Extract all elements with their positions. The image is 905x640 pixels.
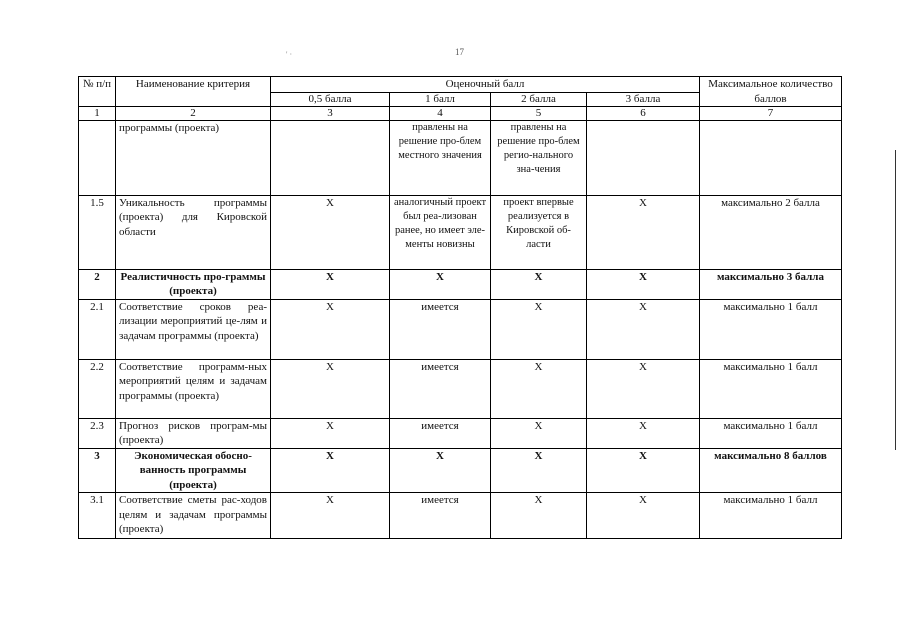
row-score-05: X xyxy=(271,418,390,448)
row-score-3: X xyxy=(587,359,700,418)
row-score-1: X xyxy=(390,448,491,493)
row-score-1: имеется xyxy=(390,493,491,539)
row-max: максимально 1 балл xyxy=(700,359,842,418)
page-number: 17 xyxy=(455,47,464,57)
col-number: 3 xyxy=(271,107,390,121)
row-score-05 xyxy=(271,120,390,195)
row-num: 1.5 xyxy=(79,195,116,269)
table-row xyxy=(79,120,842,195)
table-row xyxy=(79,269,842,299)
row-score-1: имеется xyxy=(390,359,491,418)
scan-speck: ' · xyxy=(286,50,293,59)
row-num: 2.3 xyxy=(79,418,116,448)
row-score-3: X xyxy=(587,269,700,299)
row-max: максимально 1 балл xyxy=(700,299,842,359)
row-name: Соответствие сметы рас-ходов целям и задачам программы (проекта) xyxy=(116,493,271,539)
col-number: 2 xyxy=(116,107,271,121)
header-score-group: Оценочный балл xyxy=(271,77,700,93)
row-name: Экономическая обосно-ванность программы (проекта) xyxy=(116,448,271,493)
header-name: Наименование критерия xyxy=(116,77,271,107)
criteria-table xyxy=(78,76,842,539)
row-num: 3 xyxy=(79,448,116,493)
row-max: максимально 3 балла xyxy=(700,269,842,299)
row-score-2: X xyxy=(491,493,587,539)
table-row xyxy=(79,493,842,539)
row-score-05: X xyxy=(271,493,390,539)
col-number: 1 xyxy=(79,107,116,121)
row-score-05: X xyxy=(271,195,390,269)
row-score-3: X xyxy=(587,195,700,269)
table-row xyxy=(79,448,842,493)
row-score-2: X xyxy=(491,299,587,359)
row-score-2: X xyxy=(491,418,587,448)
row-num: 3.1 xyxy=(79,493,116,539)
col-number: 4 xyxy=(390,107,491,121)
row-max: максимально 8 баллов xyxy=(700,448,842,493)
header-max: Максимальное количество баллов xyxy=(700,77,842,107)
row-score-1: правлены на решение про-блем местного значения xyxy=(390,120,491,195)
row-score-2: X xyxy=(491,269,587,299)
row-score-1: имеется xyxy=(390,299,491,359)
row-score-05: X xyxy=(271,448,390,493)
row-num: 2 xyxy=(79,269,116,299)
row-name: Соответствие программ-ных мероприятий целям и задачам программы (проекта) xyxy=(116,359,271,418)
header-num: № п/п xyxy=(79,77,116,107)
row-max xyxy=(700,120,842,195)
row-name: Соответствие сроков реа-лизации мероприятий це-лям и задачам программы (проекта) xyxy=(116,299,271,359)
row-num xyxy=(79,120,116,195)
row-score-1: X xyxy=(390,269,491,299)
col-number: 6 xyxy=(587,107,700,121)
row-score-3: X xyxy=(587,448,700,493)
row-score-2: X xyxy=(491,359,587,418)
row-score-1: имеется xyxy=(390,418,491,448)
row-name: Уникальность программы (проекта) для Кировской области xyxy=(116,195,271,269)
row-name: программы (проекта) xyxy=(116,120,271,195)
header-score-05: 0,5 балла xyxy=(271,93,390,107)
scan-margin-line xyxy=(895,150,896,450)
row-name: Прогноз рисков програм-мы (проекта) xyxy=(116,418,271,448)
row-max: максимально 1 балл xyxy=(700,418,842,448)
row-max: максимально 1 балл xyxy=(700,493,842,539)
row-score-3: X xyxy=(587,493,700,539)
table-row xyxy=(79,299,842,359)
row-num: 2.1 xyxy=(79,299,116,359)
col-number: 7 xyxy=(700,107,842,121)
header-score-3: 3 балла xyxy=(587,93,700,107)
row-score-1: аналогичный проект был реа-лизован ранее, но имеет эле-менты новизны xyxy=(390,195,491,269)
row-name: Реалистичность про-граммы (проекта) xyxy=(116,269,271,299)
table-row xyxy=(79,195,842,269)
row-max: максимально 2 балла xyxy=(700,195,842,269)
row-score-2: проект впервые реализуется в Кировской об-ласти xyxy=(491,195,587,269)
table-row xyxy=(79,359,842,418)
row-score-05: X xyxy=(271,359,390,418)
row-score-3: X xyxy=(587,299,700,359)
row-score-05: X xyxy=(271,299,390,359)
row-score-05: X xyxy=(271,269,390,299)
col-number: 5 xyxy=(491,107,587,121)
header-score-2: 2 балла xyxy=(491,93,587,107)
table-row xyxy=(79,418,842,448)
row-num: 2.2 xyxy=(79,359,116,418)
header-score-1: 1 балл xyxy=(390,93,491,107)
row-score-3 xyxy=(587,120,700,195)
row-score-2: правлены на решение про-блем регио-нального зна-чения xyxy=(491,120,587,195)
row-score-2: X xyxy=(491,448,587,493)
row-score-3: X xyxy=(587,418,700,448)
